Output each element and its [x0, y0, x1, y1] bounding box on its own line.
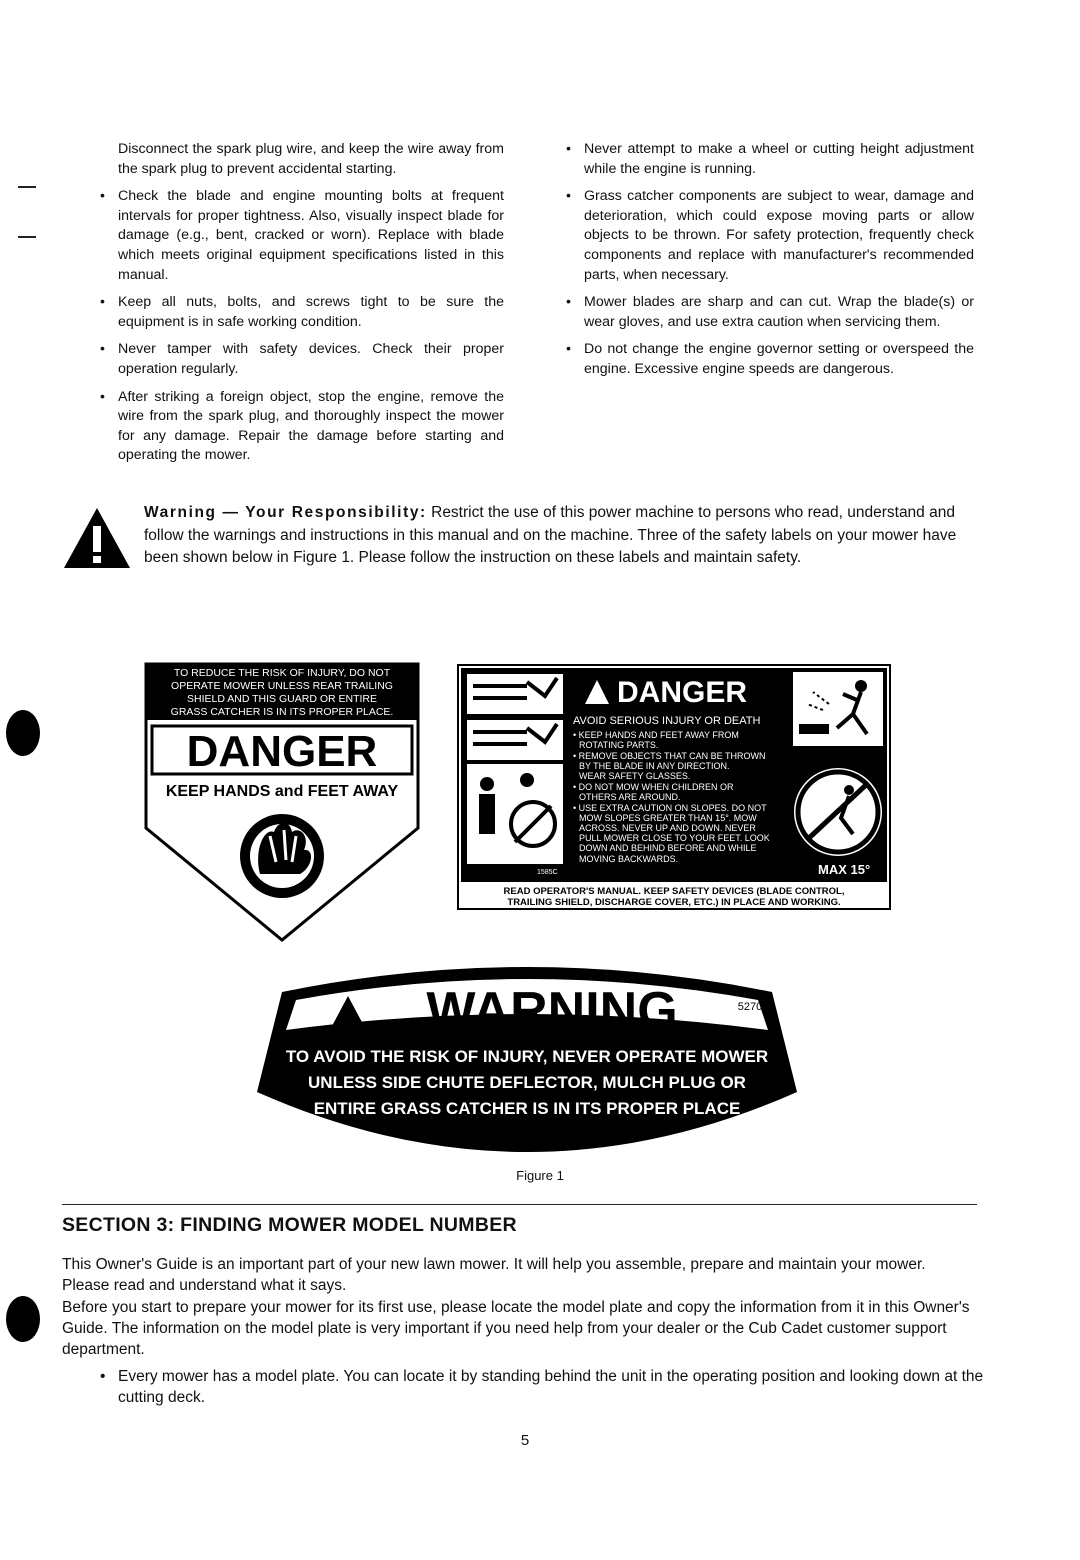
- warning-lead: Warning — Your Responsibility:: [144, 504, 427, 521]
- danger-line: OTHERS ARE AROUND.: [579, 792, 681, 802]
- list-item: • Mower blades are sharp and can cut. Wrap the blade(s) or wear gloves, and use extra caution when servicing them.: [566, 293, 974, 332]
- warning-triangle-icon: [62, 506, 132, 570]
- list-item: • Keep all nuts, bolts, and screws tight to be sure the equipment is in safe working condition.: [100, 293, 504, 332]
- danger-line: ACROSS. NEVER UP AND DOWN. NEVER: [579, 823, 756, 833]
- danger-subtitle: AVOID SERIOUS INJURY OR DEATH: [573, 715, 761, 727]
- page-number: 5: [520, 1432, 530, 1449]
- list-item: • Grass catcher components are subject to wear, damage and deterioration, which could expose moving parts or allow objects to be thrown. For safety protection, frequently check components and replace with manufacturer's recommended parts, when necessary.: [566, 187, 974, 285]
- warning-line: ENTIRE GRASS CATCHER IS IN ITS PROPER PLACE: [313, 1099, 741, 1118]
- left-bullet-list: [100, 187, 504, 466]
- section-paragraph: Before you start to prepare your mower for its first use, please locate the model plate and copy the information from it in this Owner's Guide. The information on the model plate is very important if you need help from your dealer or the Cub Cadet customer support department.: [62, 1299, 970, 1358]
- intro-text: Disconnect the spark plug wire, and keep the wire away from the spark plug to prevent accidental starting.: [118, 141, 504, 177]
- rect-danger-label: [457, 664, 891, 910]
- list-item: • Never tamper with safety devices. Check their proper operation regularly.: [100, 340, 504, 379]
- list-item: • Never attempt to make a wheel or cutting height adjustment while the engine is running.: [566, 140, 974, 179]
- section-paragraph: This Owner's Guide is an important part of your new lawn mower. It will help you assemble, prepare and maintain your mower. Please read and understand what it says.: [62, 1256, 926, 1294]
- list-item: • Do not change the engine governor setting or overspeed the engine. Excessive engine speeds are dangerous.: [566, 340, 974, 379]
- warning-body: Restrict the use of this power machine to persons who read, understand and follow the warnings and instructions in this manual and on the machine. Three of the safety labels on your mower have been shown below in Figure 1. Please follow the instruction on these labels and maintain safety.: [144, 504, 957, 566]
- shield-danger-label: [142, 660, 422, 945]
- right-bullet-list: [566, 140, 974, 380]
- warning-line: TO AVOID THE RISK OF INJURY, NEVER OPERATE MOWER: [285, 1047, 769, 1066]
- curved-warning-label: [252, 952, 802, 1162]
- shield-top-line: TO REDUCE THE RISK OF INJURY, DO NOT: [173, 667, 391, 679]
- warning-block: [62, 502, 977, 570]
- edge-mark: [18, 186, 36, 188]
- shield-keep-text: KEEP HANDS and FEET AWAY: [165, 783, 399, 800]
- shield-top-line: SHIELD AND THIS GUARD OR ENTIRE: [186, 693, 378, 705]
- section-title: SECTION 3: FINDING MOWER MODEL NUMBER: [62, 1214, 517, 1236]
- right-column: [566, 140, 974, 388]
- danger-line: MOW SLOPES GREATER THAN 15°. MOW: [579, 813, 757, 823]
- no-slope-icon: [794, 768, 882, 856]
- binder-hole: [6, 1296, 40, 1342]
- danger-line: ROTATING PARTS.: [579, 740, 659, 750]
- left-column: [100, 140, 504, 474]
- danger-line: • DO NOT MOW WHEN CHILDREN OR: [573, 782, 734, 792]
- warning-code: 5270: [737, 1001, 763, 1013]
- warning-paragraph: [144, 502, 977, 570]
- max-slope-text: MAX 15°: [818, 862, 871, 877]
- edge-mark: [18, 236, 36, 238]
- warning-title: WARNING: [426, 982, 678, 1040]
- hand-blade-icon: [240, 814, 324, 898]
- danger-line: WEAR SAFETY GLASSES.: [579, 771, 691, 781]
- danger-footer-line: READ OPERATOR'S MANUAL. KEEP SAFETY DEVICES (BLADE CONTROL,: [503, 886, 845, 897]
- danger-footer-line: TRAILING SHIELD, DISCHARGE COVER, ETC.) IN PLACE AND WORKING.: [507, 897, 841, 908]
- danger-line: • KEEP HANDS AND FEET AWAY FROM: [573, 730, 739, 740]
- binder-hole: [6, 710, 40, 756]
- figure-caption: Figure 1: [516, 1168, 564, 1183]
- list-item: • Check the blade and engine mounting bolts at frequent intervals for proper tightness. Also, visually inspect blade for damage (e.g., bent, cracked or worn). Replace with blade which meets original equipment specifications listed in this manual.: [100, 187, 504, 285]
- danger-line: PULL MOWER CLOSE TO YOUR FEET. LOOK: [579, 833, 770, 843]
- operator-icon: [467, 764, 563, 864]
- thrown-object-icon: [793, 672, 883, 746]
- danger-line: BY THE BLADE IN ANY DIRECTION.: [579, 761, 730, 771]
- warning-line: UNLESS SIDE CHUTE DEFLECTOR, MULCH PLUG OR: [308, 1073, 746, 1092]
- list-item: • Every mower has a model plate. You can locate it by standing behind the unit in the operating position and looking down at the cutting deck.: [100, 1366, 995, 1408]
- danger-code: 1585C: [537, 869, 558, 876]
- list-item: • After striking a foreign object, stop the engine, remove the wire from the spark plug, and thoroughly inspect the mower for any damage. Repair the damage before starting and operating the mower.: [100, 388, 504, 466]
- danger-line: MOVING BACKWARDS.: [579, 854, 679, 864]
- section-divider: [62, 1204, 977, 1205]
- danger-line: DOWN AND BEHIND BEFORE AND WHILE: [579, 843, 757, 853]
- danger-line: • USE EXTRA CAUTION ON SLOPES. DO NOT: [573, 803, 767, 813]
- shield-top-line: OPERATE MOWER UNLESS REAR TRAILING: [171, 680, 393, 692]
- shield-danger-title: DANGER: [186, 727, 378, 776]
- shield-top-line: GRASS CATCHER IS IN ITS PROPER PLACE.: [170, 706, 394, 718]
- danger-title: DANGER: [617, 676, 748, 709]
- danger-line: • REMOVE OBJECTS THAT CAN BE THROWN: [573, 751, 766, 761]
